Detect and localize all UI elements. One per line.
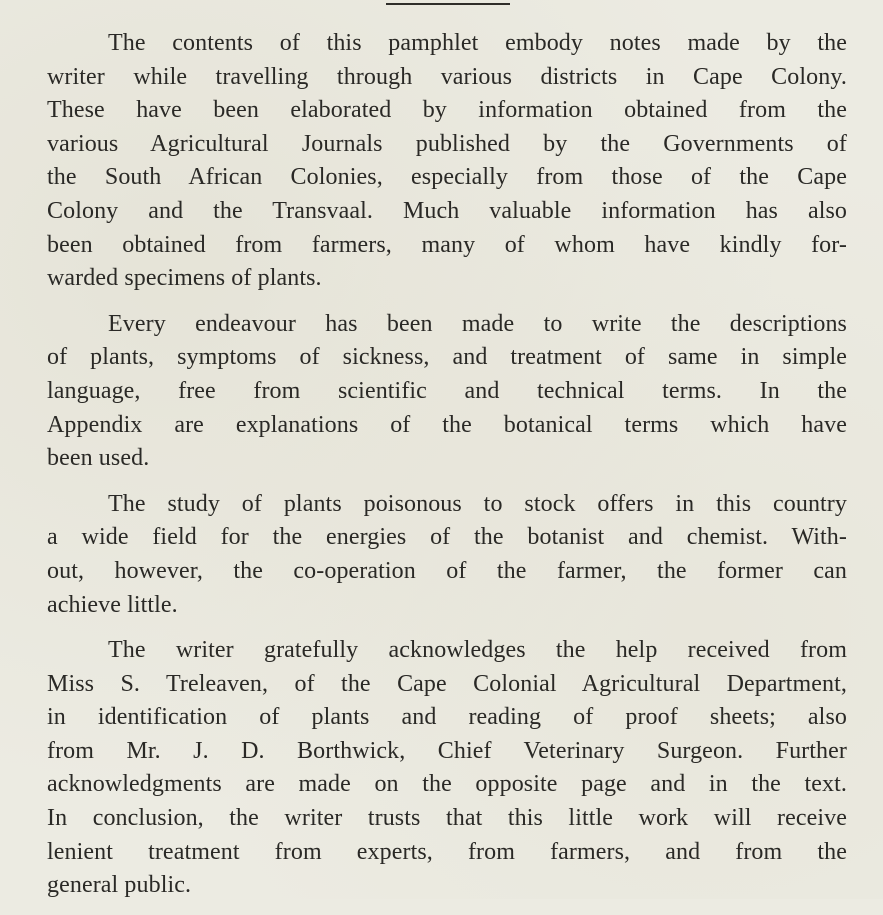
text-line: out, however, the co-operation of the farmer, the former can [47, 557, 847, 584]
text-line: Every endeavour has been made to write the descriptions [108, 310, 847, 337]
text-line: Miss S. Treleaven, of the Cape Colonial Agricultural Department, [47, 670, 847, 697]
text-line: from Mr. J. D. Borthwick, Chief Veterinary Surgeon. Further [47, 737, 847, 764]
text-line: been obtained from farmers, many of whom have kindly for- [47, 231, 847, 258]
text-line: writer while travelling through various districts in Cape Colony. [47, 63, 847, 90]
text-line: in identification of plants and reading of proof sheets; also [47, 704, 847, 731]
text-line: a wide field for the energies of the botanist and chemist. With- [47, 524, 847, 551]
preface-text [47, 27, 847, 915]
paragraph-3 [47, 488, 847, 622]
text-line: warded specimens of plants. [47, 265, 322, 292]
text-line: general public. [47, 872, 192, 899]
text-line: various Agricultural Journals published by the Governments of [47, 130, 847, 157]
text-line: The study of plants poisonous to stock offers in this country [108, 490, 847, 517]
text-line: language, free from scientific and technical terms. In the [47, 377, 847, 404]
text-line: The contents of this pamphlet embody notes made by the [108, 30, 847, 56]
text-line: The writer gratefully acknowledges the help received from [108, 637, 847, 664]
text-line: achieve little. [47, 591, 178, 618]
text-line: the South African Colonies, especially from those of the Cape [47, 164, 847, 191]
top-rule-divider [386, 3, 510, 5]
text-line: been used. [47, 445, 150, 472]
paragraph-2 [47, 308, 847, 476]
text-line: acknowledgments are made on the opposite page and in the text. [47, 771, 847, 798]
text-line: Colony and the Transvaal. Much valuable information has also [47, 197, 847, 224]
text-line: Appendix are explanations of the botanical terms which have [47, 411, 847, 438]
paragraph-4 [47, 634, 847, 903]
paragraph-1 [47, 27, 847, 296]
text-line: lenient treatment from experts, from farmers, and from the [47, 838, 847, 865]
text-line: In conclusion, the writer trusts that this little work will receive [47, 805, 847, 832]
text-line: These have been elaborated by information obtained from the [47, 97, 847, 124]
text-line: of plants, symptoms of sickness, and treatment of same in simple [47, 344, 847, 371]
